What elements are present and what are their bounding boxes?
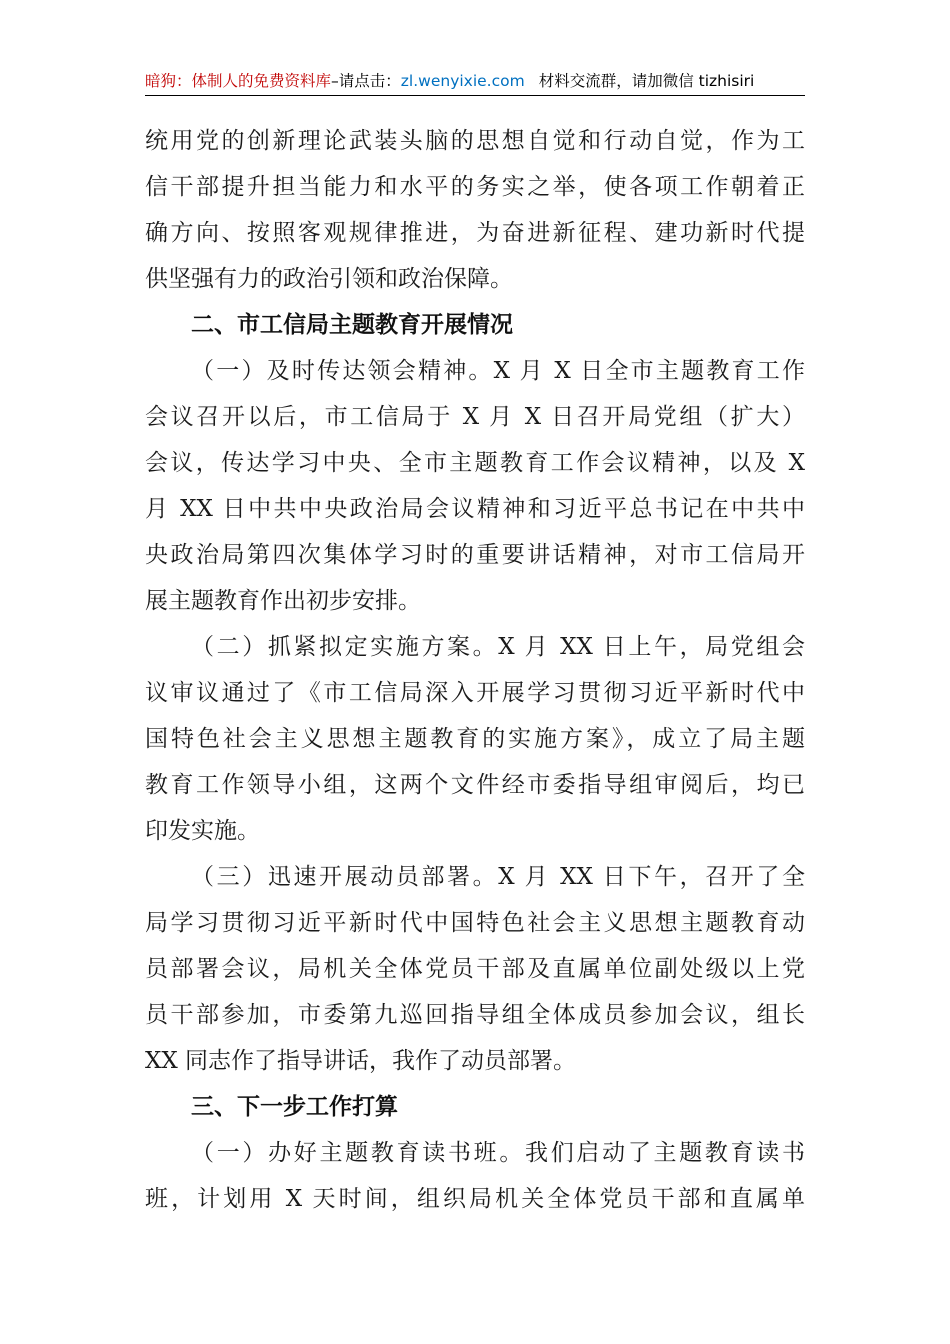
item-four-paragraph	[145, 1130, 805, 1222]
text-line: 信干部提升担当能力和水平的务实之举，使各项工作朝着正	[145, 174, 805, 200]
page-header	[145, 68, 805, 94]
text-line: 教育工作领导小组，这两个文件经市委指导组审阅后，均已	[145, 772, 805, 798]
header-divider	[145, 95, 805, 96]
section-heading-two: 二、市工信局主题教育开展情况	[191, 312, 513, 338]
text-line: 统用党的创新理论武装头脑的思想自觉和行动自觉，作为工	[145, 128, 805, 154]
item-two-paragraph	[145, 624, 805, 854]
text-line: 班，计划用 X 天时间，组织局机关全体党员干部和直属单	[145, 1186, 805, 1212]
header-url-link[interactable]: zl.wenyixie.com	[400, 72, 525, 90]
item-one-paragraph	[145, 348, 805, 624]
text-line: 员干部参加，市委第九巡回指导组全体成员参加会议，组长	[145, 1002, 805, 1028]
text-line: 会议召开以后，市工信局于 X 月 X 日召开局党组（扩大）	[145, 404, 805, 430]
text-line: （一）及时传达领会精神。X 月 X 日全市主题教育工作	[191, 358, 805, 384]
item-three-paragraph	[145, 854, 805, 1084]
text-line: XX 同志作了指导讲话，我作了动员部署。	[145, 1048, 577, 1074]
text-line: 员部署会议，局机关全体党员干部及直属单位副处级以上党	[145, 956, 805, 982]
text-line: 议审议通过了《市工信局深入开展学习贯彻习近平新时代中	[145, 680, 805, 706]
text-line: 印发实施。	[145, 818, 260, 844]
text-line: 国特色社会主义思想主题教育的实施方案》，成立了局主题	[145, 726, 805, 752]
text-line: 央政治局第四次集体学习时的重要讲话精神，对市工信局开	[145, 542, 805, 568]
text-line: （三）迅速开展动员部署。X 月 XX 日下午，召开了全	[191, 864, 805, 890]
document-body	[145, 118, 805, 1222]
intro-paragraph	[145, 118, 805, 302]
header-group-info: 材料交流群，请加微信 tizhisiri	[538, 72, 755, 90]
text-line: 确方向、按照客观规律推进，为奋进新征程、建功新时代提	[145, 220, 805, 246]
text-line: 会议，传达学习中央、全市主题教育工作会议精神，以及 X	[145, 450, 805, 476]
text-line: 展主题教育作出初步安排。	[145, 588, 421, 614]
text-line: （二）抓紧拟定实施方案。X 月 XX 日上午，局党组会	[191, 634, 805, 660]
text-line: 月 XX 日中共中央政治局会议精神和习近平总书记在中共中	[145, 496, 805, 522]
text-line: 供坚强有力的政治引领和政治保障。	[145, 266, 513, 292]
text-line: （一）办好主题教育读书班。我们启动了主题教育读书	[191, 1140, 805, 1166]
header-brand: 暗狗：体制人的免费资料库	[145, 72, 332, 90]
header-prompt: –请点击：	[331, 72, 401, 90]
text-line: 局学习贯彻习近平新时代中国特色社会主义思想主题教育动	[145, 910, 805, 936]
section-heading-three: 三、下一步工作打算	[191, 1094, 398, 1120]
